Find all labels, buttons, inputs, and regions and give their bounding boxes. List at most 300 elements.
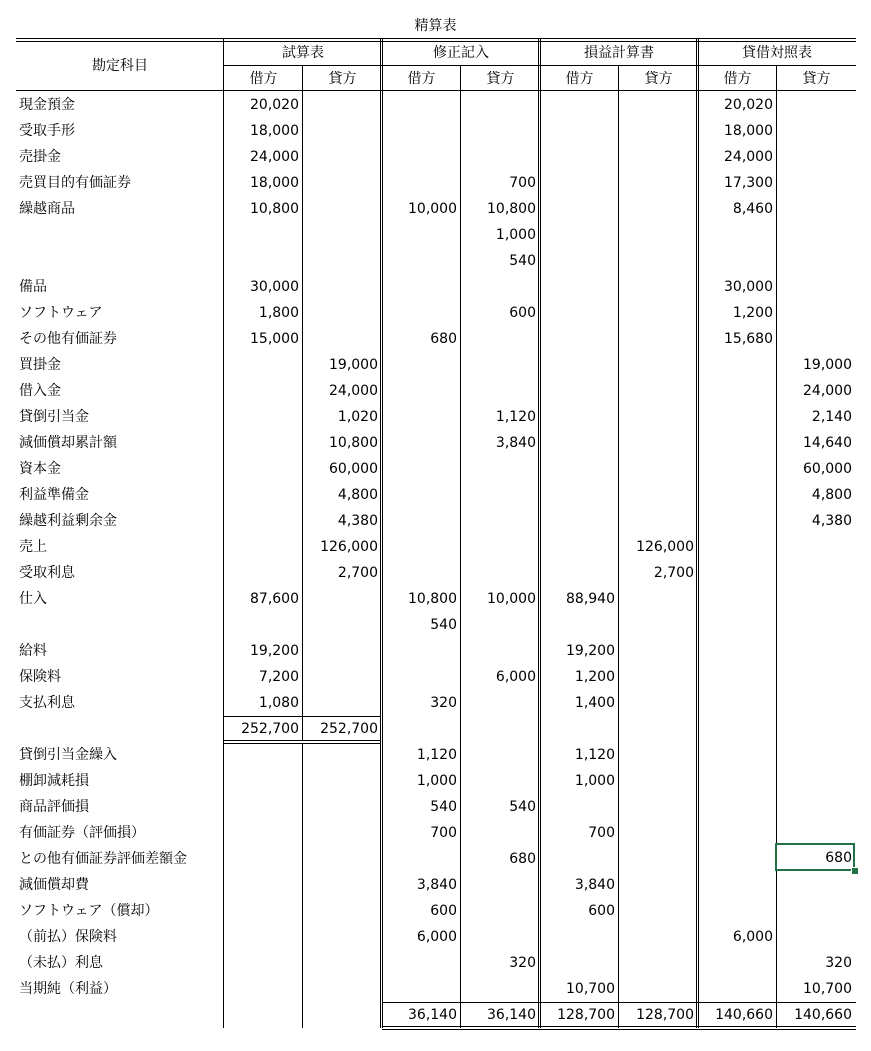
account-label[interactable]: 売上 [19, 539, 47, 555]
amount-cell[interactable] [382, 248, 457, 274]
amount-cell[interactable]: 10,700 [566, 981, 615, 997]
amount-cell[interactable]: 680 [430, 331, 457, 347]
account-label[interactable]: 保険料 [19, 669, 61, 685]
amount-cell[interactable] [619, 690, 694, 716]
amount-cell[interactable] [540, 326, 615, 352]
amount-cell[interactable] [461, 352, 536, 378]
amount-cell[interactable] [303, 638, 378, 664]
amount-cell[interactable]: 10,700 [803, 981, 852, 997]
amount-cell[interactable] [303, 222, 378, 248]
amount-cell[interactable] [698, 690, 773, 716]
amount-cell[interactable] [461, 898, 536, 924]
amount-cell[interactable] [698, 456, 773, 482]
amount-cell[interactable] [224, 924, 299, 950]
amount-cell[interactable]: 540 [430, 617, 457, 633]
amount-cell[interactable] [461, 872, 536, 898]
amount-cell[interactable]: 4,800 [811, 487, 852, 503]
amount-cell[interactable]: 1,400 [574, 695, 615, 711]
amount-cell[interactable] [382, 430, 457, 456]
amount-cell[interactable] [540, 794, 615, 820]
amount-cell[interactable] [777, 248, 852, 274]
amount-cell[interactable] [777, 300, 852, 326]
amount-cell[interactable] [224, 560, 299, 586]
amount-cell[interactable] [540, 196, 615, 222]
amount-cell[interactable] [698, 534, 773, 560]
amount-cell[interactable] [303, 248, 378, 274]
amount-cell[interactable]: 18,000 [724, 123, 773, 139]
amount-cell[interactable]: 19,000 [329, 357, 378, 373]
amount-cell[interactable]: 24,000 [803, 383, 852, 399]
account-label[interactable]: 備品 [19, 279, 47, 295]
amount-cell[interactable]: 6,000 [495, 669, 536, 685]
amount-cell[interactable] [382, 976, 457, 1002]
amount-cell[interactable] [461, 612, 536, 638]
amount-cell[interactable] [540, 456, 615, 482]
amount-cell[interactable] [619, 508, 694, 534]
amount-cell[interactable]: 60,000 [803, 461, 852, 477]
amount-cell[interactable]: 4,380 [811, 513, 852, 529]
amount-cell[interactable] [303, 846, 378, 872]
amount-cell[interactable] [619, 92, 694, 118]
amount-cell[interactable] [382, 378, 457, 404]
amount-cell[interactable] [303, 300, 378, 326]
amount-cell[interactable]: 1,000 [416, 773, 457, 789]
amount-cell[interactable] [698, 560, 773, 586]
amount-cell[interactable] [224, 976, 299, 1002]
amount-cell[interactable] [224, 456, 299, 482]
amount-cell[interactable] [777, 794, 852, 820]
amount-cell[interactable]: 700 [430, 825, 457, 841]
amount-cell[interactable] [382, 144, 457, 170]
amount-cell[interactable] [698, 950, 773, 976]
amount-cell[interactable] [540, 612, 615, 638]
amount-cell[interactable]: 128,700 [636, 1007, 694, 1023]
amount-cell[interactable]: 88,940 [566, 591, 615, 607]
amount-cell[interactable]: 128,700 [557, 1007, 615, 1023]
amount-cell[interactable] [540, 560, 615, 586]
amount-cell[interactable] [619, 326, 694, 352]
amount-cell[interactable] [540, 482, 615, 508]
fill-handle[interactable] [851, 867, 859, 875]
amount-cell[interactable] [619, 118, 694, 144]
amount-cell[interactable]: 2,140 [811, 409, 852, 425]
amount-cell[interactable] [461, 118, 536, 144]
amount-cell[interactable]: 600 [588, 903, 615, 919]
amount-cell[interactable]: 320 [825, 955, 852, 971]
amount-cell[interactable]: 20,020 [724, 97, 773, 113]
amount-cell[interactable] [698, 352, 773, 378]
account-label[interactable]: 買掛金 [19, 357, 61, 373]
amount-cell[interactable] [303, 170, 378, 196]
amount-cell[interactable] [777, 872, 852, 898]
account-label[interactable]: 貸倒引当金 [19, 409, 89, 425]
amount-cell[interactable] [382, 274, 457, 300]
amount-cell[interactable] [619, 664, 694, 690]
amount-cell[interactable]: 1,000 [574, 773, 615, 789]
amount-cell[interactable] [540, 924, 615, 950]
amount-cell[interactable]: 600 [509, 305, 536, 321]
amount-cell[interactable]: 19,200 [250, 643, 299, 659]
amount-cell[interactable] [461, 456, 536, 482]
amount-cell[interactable] [698, 742, 773, 768]
amount-cell[interactable] [224, 768, 299, 794]
amount-cell[interactable]: 7,200 [258, 669, 299, 685]
amount-cell[interactable] [224, 872, 299, 898]
amount-cell[interactable]: 14,640 [803, 435, 852, 451]
amount-cell[interactable] [619, 820, 694, 846]
amount-cell[interactable] [461, 690, 536, 716]
amount-cell[interactable]: 320 [509, 955, 536, 971]
amount-cell[interactable]: 600 [430, 903, 457, 919]
amount-cell[interactable]: 540 [509, 799, 536, 815]
amount-cell[interactable] [303, 742, 378, 768]
amount-cell[interactable] [303, 326, 378, 352]
amount-cell[interactable]: 4,800 [337, 487, 378, 503]
amount-cell[interactable] [461, 326, 536, 352]
amount-cell[interactable] [461, 820, 536, 846]
amount-cell[interactable] [619, 222, 694, 248]
amount-cell[interactable] [303, 664, 378, 690]
amount-cell[interactable] [382, 950, 457, 976]
amount-cell[interactable]: 10,800 [487, 201, 536, 217]
amount-cell[interactable] [698, 638, 773, 664]
amount-cell[interactable] [461, 534, 536, 560]
amount-cell[interactable]: 10,000 [487, 591, 536, 607]
amount-cell[interactable] [461, 742, 536, 768]
amount-cell[interactable] [619, 976, 694, 1002]
amount-cell[interactable] [303, 1002, 378, 1028]
amount-cell[interactable] [303, 924, 378, 950]
account-label[interactable]: 有価証券（評価損） [19, 825, 145, 841]
amount-cell[interactable] [224, 742, 299, 768]
amount-cell[interactable] [461, 508, 536, 534]
amount-cell[interactable] [777, 690, 852, 716]
amount-cell[interactable] [777, 534, 852, 560]
amount-cell[interactable] [461, 976, 536, 1002]
amount-cell[interactable] [540, 248, 615, 274]
amount-cell[interactable] [224, 612, 299, 638]
amount-cell[interactable]: 140,660 [715, 1007, 773, 1023]
amount-cell[interactable] [382, 118, 457, 144]
amount-cell[interactable] [777, 898, 852, 924]
amount-cell[interactable] [777, 586, 852, 612]
amount-cell[interactable]: 126,000 [320, 539, 378, 555]
amount-cell[interactable] [382, 300, 457, 326]
amount-cell[interactable] [777, 638, 852, 664]
amount-cell[interactable]: 1,200 [574, 669, 615, 685]
amount-cell[interactable] [382, 482, 457, 508]
amount-cell[interactable] [382, 92, 457, 118]
amount-cell[interactable]: 1,080 [258, 695, 299, 711]
amount-cell[interactable] [540, 222, 615, 248]
amount-cell[interactable]: 60,000 [329, 461, 378, 477]
amount-cell[interactable] [303, 196, 378, 222]
amount-cell[interactable]: 17,300 [724, 175, 773, 191]
account-label[interactable]: 給料 [19, 643, 47, 659]
amount-cell[interactable] [224, 898, 299, 924]
amount-cell[interactable]: 8,460 [732, 201, 773, 217]
amount-cell[interactable] [777, 326, 852, 352]
amount-cell[interactable]: 6,000 [416, 929, 457, 945]
amount-cell[interactable] [224, 508, 299, 534]
amount-cell[interactable] [619, 300, 694, 326]
amount-cell[interactable] [619, 924, 694, 950]
amount-cell[interactable]: 700 [509, 175, 536, 191]
amount-cell[interactable] [224, 846, 299, 872]
amount-cell[interactable] [224, 1002, 299, 1028]
amount-cell[interactable]: 36,140 [408, 1007, 457, 1023]
amount-cell[interactable] [382, 716, 457, 742]
amount-cell[interactable] [777, 144, 852, 170]
amount-cell[interactable] [698, 716, 773, 742]
amount-cell[interactable]: 540 [430, 799, 457, 815]
amount-cell[interactable]: 320 [430, 695, 457, 711]
amount-cell[interactable] [540, 430, 615, 456]
amount-cell[interactable] [382, 534, 457, 560]
amount-cell[interactable]: 10,800 [329, 435, 378, 451]
amount-cell[interactable]: 1,120 [574, 747, 615, 763]
amount-cell[interactable] [382, 456, 457, 482]
amount-cell[interactable] [540, 300, 615, 326]
amount-cell[interactable] [461, 768, 536, 794]
amount-cell[interactable] [303, 794, 378, 820]
amount-cell[interactable] [382, 508, 457, 534]
amount-cell[interactable]: 3,840 [574, 877, 615, 893]
amount-cell[interactable]: 1,020 [337, 409, 378, 425]
account-label[interactable]: 売掛金 [19, 149, 61, 165]
amount-cell[interactable]: 6,000 [732, 929, 773, 945]
amount-cell[interactable] [303, 92, 378, 118]
amount-cell[interactable]: 10,000 [408, 201, 457, 217]
amount-cell[interactable] [777, 274, 852, 300]
amount-cell[interactable] [698, 482, 773, 508]
amount-cell[interactable] [619, 846, 694, 872]
amount-cell[interactable]: 20,020 [250, 97, 299, 113]
amount-cell[interactable] [540, 716, 615, 742]
amount-cell[interactable] [619, 872, 694, 898]
amount-cell[interactable] [303, 768, 378, 794]
amount-cell[interactable] [619, 144, 694, 170]
amount-cell[interactable] [777, 560, 852, 586]
amount-cell[interactable] [619, 352, 694, 378]
amount-cell[interactable] [382, 846, 457, 872]
account-label[interactable]: 受取利息 [19, 565, 75, 581]
amount-cell[interactable] [698, 404, 773, 430]
amount-cell[interactable] [540, 144, 615, 170]
account-label[interactable]: （未払）利息 [19, 955, 103, 971]
account-label[interactable]: 商品評価損 [19, 799, 89, 815]
amount-cell[interactable] [777, 716, 852, 742]
amount-cell[interactable]: 3,840 [495, 435, 536, 451]
amount-cell[interactable] [303, 118, 378, 144]
amount-cell[interactable] [619, 612, 694, 638]
amount-cell[interactable] [303, 690, 378, 716]
amount-cell[interactable]: 15,680 [724, 331, 773, 347]
amount-cell[interactable] [619, 950, 694, 976]
amount-cell[interactable] [382, 638, 457, 664]
amount-cell[interactable] [698, 846, 773, 872]
amount-cell[interactable] [224, 430, 299, 456]
amount-cell[interactable]: 18,000 [250, 123, 299, 139]
amount-cell[interactable] [461, 92, 536, 118]
amount-cell[interactable]: 1,800 [258, 305, 299, 321]
amount-cell[interactable] [382, 352, 457, 378]
amount-cell[interactable] [303, 274, 378, 300]
amount-cell[interactable] [777, 612, 852, 638]
amount-cell[interactable]: 680 [509, 851, 536, 867]
amount-cell[interactable] [540, 508, 615, 534]
amount-cell[interactable] [382, 170, 457, 196]
amount-cell[interactable] [461, 716, 536, 742]
amount-cell[interactable]: 30,000 [724, 279, 773, 295]
amount-cell[interactable] [698, 430, 773, 456]
account-label[interactable]: 現金預金 [19, 97, 75, 113]
amount-cell[interactable]: 19,000 [803, 357, 852, 373]
amount-cell[interactable] [777, 222, 852, 248]
amount-cell[interactable]: 30,000 [250, 279, 299, 295]
amount-cell[interactable]: 87,600 [250, 591, 299, 607]
amount-cell[interactable]: 2,700 [653, 565, 694, 581]
amount-cell[interactable] [698, 872, 773, 898]
account-label[interactable]: 支払利息 [19, 695, 75, 711]
amount-cell[interactable] [698, 768, 773, 794]
amount-cell[interactable] [619, 898, 694, 924]
amount-cell[interactable]: 1,120 [495, 409, 536, 425]
account-label[interactable]: 棚卸減耗損 [19, 773, 89, 789]
amount-cell[interactable] [619, 404, 694, 430]
amount-cell[interactable]: 700 [588, 825, 615, 841]
amount-cell[interactable] [461, 924, 536, 950]
amount-cell[interactable] [540, 846, 615, 872]
amount-cell[interactable]: 252,700 [241, 721, 299, 737]
account-label[interactable]: 仕入 [19, 591, 47, 607]
amount-cell[interactable] [303, 898, 378, 924]
amount-cell[interactable] [698, 820, 773, 846]
amount-cell[interactable] [777, 196, 852, 222]
amount-cell[interactable]: 1,000 [495, 227, 536, 243]
selected-cell-value[interactable]: 680 [825, 850, 852, 866]
amount-cell[interactable] [461, 274, 536, 300]
amount-cell[interactable] [303, 976, 378, 1002]
amount-cell[interactable] [540, 352, 615, 378]
account-label[interactable]: との他有価証券評価差額金 [19, 851, 187, 867]
amount-cell[interactable] [619, 742, 694, 768]
amount-cell[interactable] [698, 612, 773, 638]
amount-cell[interactable] [619, 248, 694, 274]
amount-cell[interactable] [777, 768, 852, 794]
amount-cell[interactable]: 15,000 [250, 331, 299, 347]
account-label[interactable]: 売買目的有価証券 [19, 175, 131, 191]
amount-cell[interactable] [777, 742, 852, 768]
amount-cell[interactable] [224, 534, 299, 560]
amount-cell[interactable] [777, 118, 852, 144]
account-label[interactable]: 貸倒引当金繰入 [19, 747, 117, 763]
amount-cell[interactable] [619, 482, 694, 508]
amount-cell[interactable] [382, 560, 457, 586]
amount-cell[interactable] [303, 950, 378, 976]
amount-cell[interactable] [540, 170, 615, 196]
amount-cell[interactable] [619, 638, 694, 664]
account-label[interactable]: 繰越商品 [19, 201, 75, 217]
amount-cell[interactable] [619, 456, 694, 482]
amount-cell[interactable]: 3,840 [416, 877, 457, 893]
amount-cell[interactable]: 19,200 [566, 643, 615, 659]
amount-cell[interactable] [777, 924, 852, 950]
amount-cell[interactable]: 252,700 [320, 721, 378, 737]
amount-cell[interactable]: 24,000 [329, 383, 378, 399]
account-label[interactable]: 減価償却費 [19, 877, 89, 893]
amount-cell[interactable] [540, 404, 615, 430]
amount-cell[interactable] [382, 664, 457, 690]
amount-cell[interactable] [382, 222, 457, 248]
amount-cell[interactable] [303, 872, 378, 898]
amount-cell[interactable] [619, 170, 694, 196]
account-label[interactable]: 繰越利益剰余金 [19, 513, 117, 529]
account-label[interactable]: 当期純（利益） [19, 981, 117, 997]
amount-cell[interactable] [224, 404, 299, 430]
amount-cell[interactable] [303, 586, 378, 612]
amount-cell[interactable] [540, 118, 615, 144]
account-label[interactable]: ソフトウェア（償却） [19, 903, 159, 919]
amount-cell[interactable] [303, 144, 378, 170]
amount-cell[interactable] [619, 716, 694, 742]
amount-cell[interactable] [619, 586, 694, 612]
amount-cell[interactable] [303, 612, 378, 638]
amount-cell[interactable] [224, 378, 299, 404]
amount-cell[interactable] [224, 482, 299, 508]
amount-cell[interactable]: 36,140 [487, 1007, 536, 1023]
amount-cell[interactable] [461, 378, 536, 404]
amount-cell[interactable] [461, 144, 536, 170]
amount-cell[interactable] [698, 898, 773, 924]
amount-cell[interactable] [224, 794, 299, 820]
amount-cell[interactable] [698, 378, 773, 404]
amount-cell[interactable] [461, 638, 536, 664]
amount-cell[interactable] [698, 976, 773, 1002]
account-label[interactable]: 利益準備金 [19, 487, 89, 503]
account-label[interactable]: ソフトウェア [19, 305, 103, 321]
amount-cell[interactable] [540, 274, 615, 300]
account-label[interactable]: その他有価証券 [19, 331, 117, 347]
amount-cell[interactable]: 24,000 [250, 149, 299, 165]
amount-cell[interactable] [224, 352, 299, 378]
amount-cell[interactable] [619, 768, 694, 794]
amount-cell[interactable] [540, 92, 615, 118]
amount-cell[interactable] [777, 92, 852, 118]
account-label[interactable]: （前払）保険料 [19, 929, 117, 945]
amount-cell[interactable] [777, 170, 852, 196]
account-label[interactable]: 資本金 [19, 461, 61, 477]
amount-cell[interactable] [777, 664, 852, 690]
amount-cell[interactable]: 10,800 [408, 591, 457, 607]
amount-cell[interactable] [619, 196, 694, 222]
account-label[interactable]: 減価償却累計額 [19, 435, 117, 451]
amount-cell[interactable]: 24,000 [724, 149, 773, 165]
amount-cell[interactable] [698, 794, 773, 820]
amount-cell[interactable]: 10,800 [250, 201, 299, 217]
amount-cell[interactable] [540, 534, 615, 560]
amount-cell[interactable] [461, 560, 536, 586]
amount-cell[interactable] [382, 404, 457, 430]
amount-cell[interactable] [698, 248, 773, 274]
account-label[interactable]: 受取手形 [19, 123, 75, 139]
amount-cell[interactable] [698, 664, 773, 690]
amount-cell[interactable] [224, 820, 299, 846]
amount-cell[interactable]: 4,380 [337, 513, 378, 529]
amount-cell[interactable] [619, 378, 694, 404]
amount-cell[interactable] [461, 482, 536, 508]
amount-cell[interactable] [540, 950, 615, 976]
